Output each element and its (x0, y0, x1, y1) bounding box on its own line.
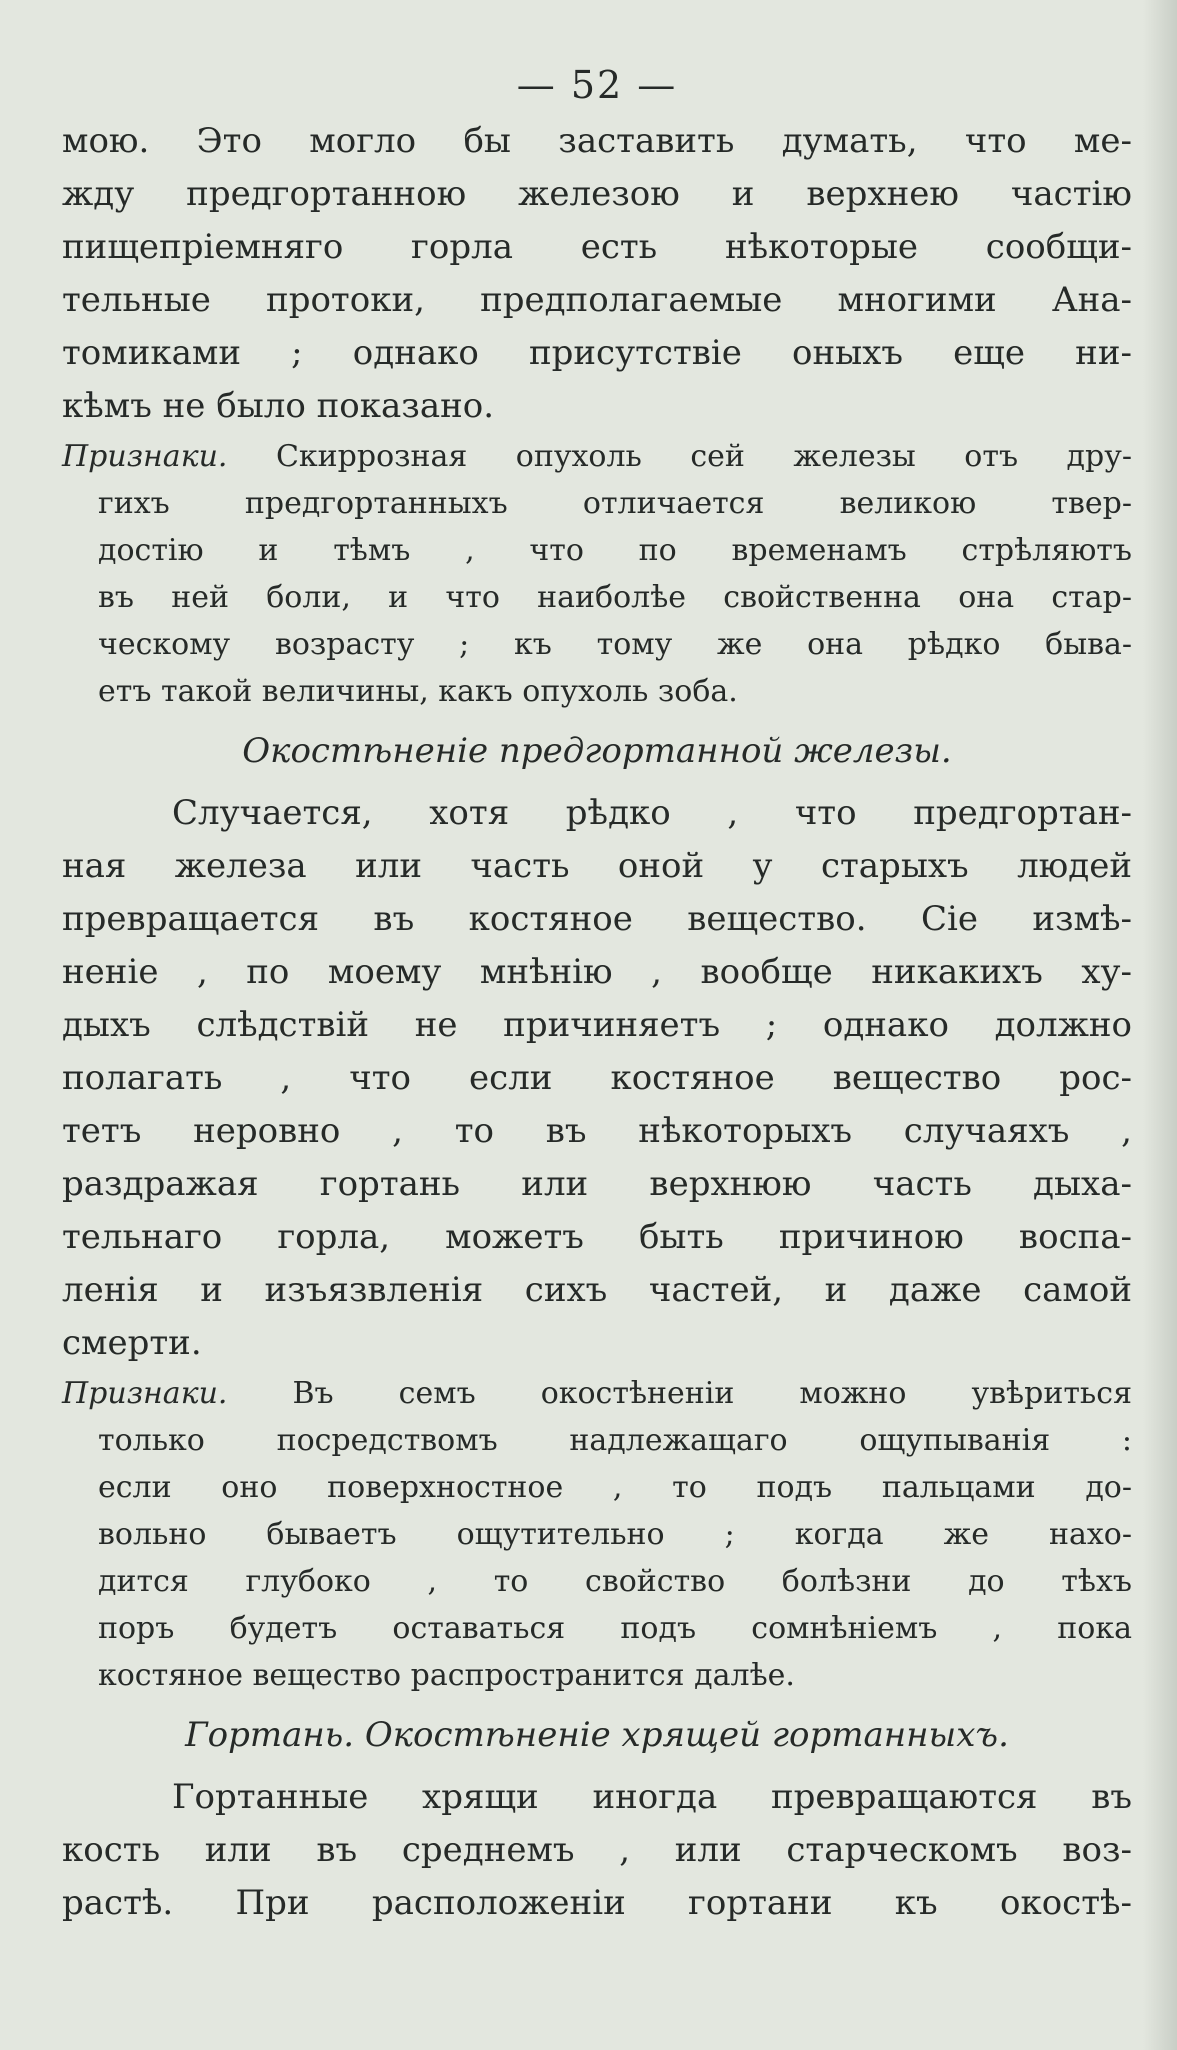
text-line: гихъ предгортанныхъ отличается великою твер- (98, 486, 1132, 521)
text-line: дыхъ слѣдствiй не причиняетъ ; однако должно (62, 1005, 1132, 1045)
text-line: пищепрiемняго горла есть нѣкоторые сообщи- (62, 227, 1132, 267)
text-line: раздражая гортань или верхнюю часть дыха- (62, 1164, 1132, 1204)
text-line: въ ней боли, и что наиболѣе свойственна она стар- (98, 580, 1132, 615)
paragraph-continuation (62, 115, 1132, 433)
text-span: Въ семъ окостѣненiи можно увѣриться (227, 1376, 1132, 1411)
text-line (62, 433, 1132, 480)
text-line (62, 1370, 1132, 1417)
text-line: если оно поверхностное , то подъ пальцами до- (98, 1470, 1132, 1505)
text-line: достiю и тѣмъ , что по временамъ стрѣляютъ (98, 533, 1132, 568)
signs-paragraph-1 (62, 433, 1132, 715)
text-line: вольно бываетъ ощутительно ; когда же нахо- (98, 1517, 1132, 1552)
text-line: Гортанные хрящи иногда превращаются въ (172, 1777, 1132, 1817)
text-line: ческому возрасту ; къ тому же она рѣдко быва- (98, 627, 1132, 662)
text-line: костяное вещество распространится далѣе. (98, 1658, 795, 1693)
text-line: тетъ неровно , то въ нѣкоторыхъ случаяхъ , (62, 1111, 1132, 1151)
text-line: мою. Это могло бы заставить думать, что ме- (62, 121, 1132, 161)
page-number: — 52 — (516, 63, 678, 107)
text-line: ленiя и изъязвленiя сихъ частей, и даже самой (62, 1270, 1132, 1310)
paragraph-larynx (62, 1771, 1132, 1930)
text-line: превращается въ костяное вещество. Сiе измѣ- (62, 899, 1132, 939)
signs-paragraph-2 (62, 1370, 1132, 1699)
text-line: дится глубоко , то свойство болѣзни до тѣхъ (98, 1564, 1132, 1599)
page-text (62, 55, 1132, 1930)
text-line: етъ такой величины, какъ опухоль зоба. (98, 674, 738, 709)
paragraph-ossification (62, 787, 1132, 1370)
text-line: только посредствомъ надлежащаго ощупыванiя : (98, 1423, 1132, 1458)
text-line: смерти. (62, 1323, 202, 1363)
text-line: томиками ; однако присутствiе оныхъ еще ни- (62, 333, 1132, 373)
signs-label: Признаки. (62, 439, 228, 474)
text-line: жду предгортанною железою и верхнею частiю (62, 174, 1132, 214)
text-line: тельные протоки, предполагаемые многими Ана- (62, 280, 1132, 320)
section-heading: Окостѣненiе предгортанной железы. (242, 731, 952, 771)
page-edge-shadow (1143, 0, 1177, 2050)
text-line: поръ будетъ оставаться подъ сомнѣнiемъ , пока (98, 1611, 1132, 1646)
text-line: растѣ. При расположенiи гортани къ окостѣ- (62, 1883, 1132, 1923)
text-line: Случается, хотя рѣдко , что предгортан- (172, 793, 1132, 833)
text-line: кость или въ среднемъ , или старческомъ воз- (62, 1830, 1132, 1870)
text-line: кѣмъ не было показано. (62, 386, 495, 426)
text-line: тельнаго горла, можетъ быть причиною воспа- (62, 1217, 1132, 1257)
text-span: Скиррозная опухоль сей железы отъ дру- (227, 439, 1132, 474)
signs-label: Признаки. (62, 1376, 228, 1411)
text-line: полагать , что если костяное вещество рос- (62, 1058, 1132, 1098)
text-line: ненiе , по моему мнѣнiю , вообще никакихъ ху- (62, 952, 1132, 992)
text-line: ная железа или часть оной у старыхъ людей (62, 846, 1132, 886)
section-heading: Гортань. Окостѣненiе хрящей гортанныхъ. (185, 1715, 1009, 1755)
